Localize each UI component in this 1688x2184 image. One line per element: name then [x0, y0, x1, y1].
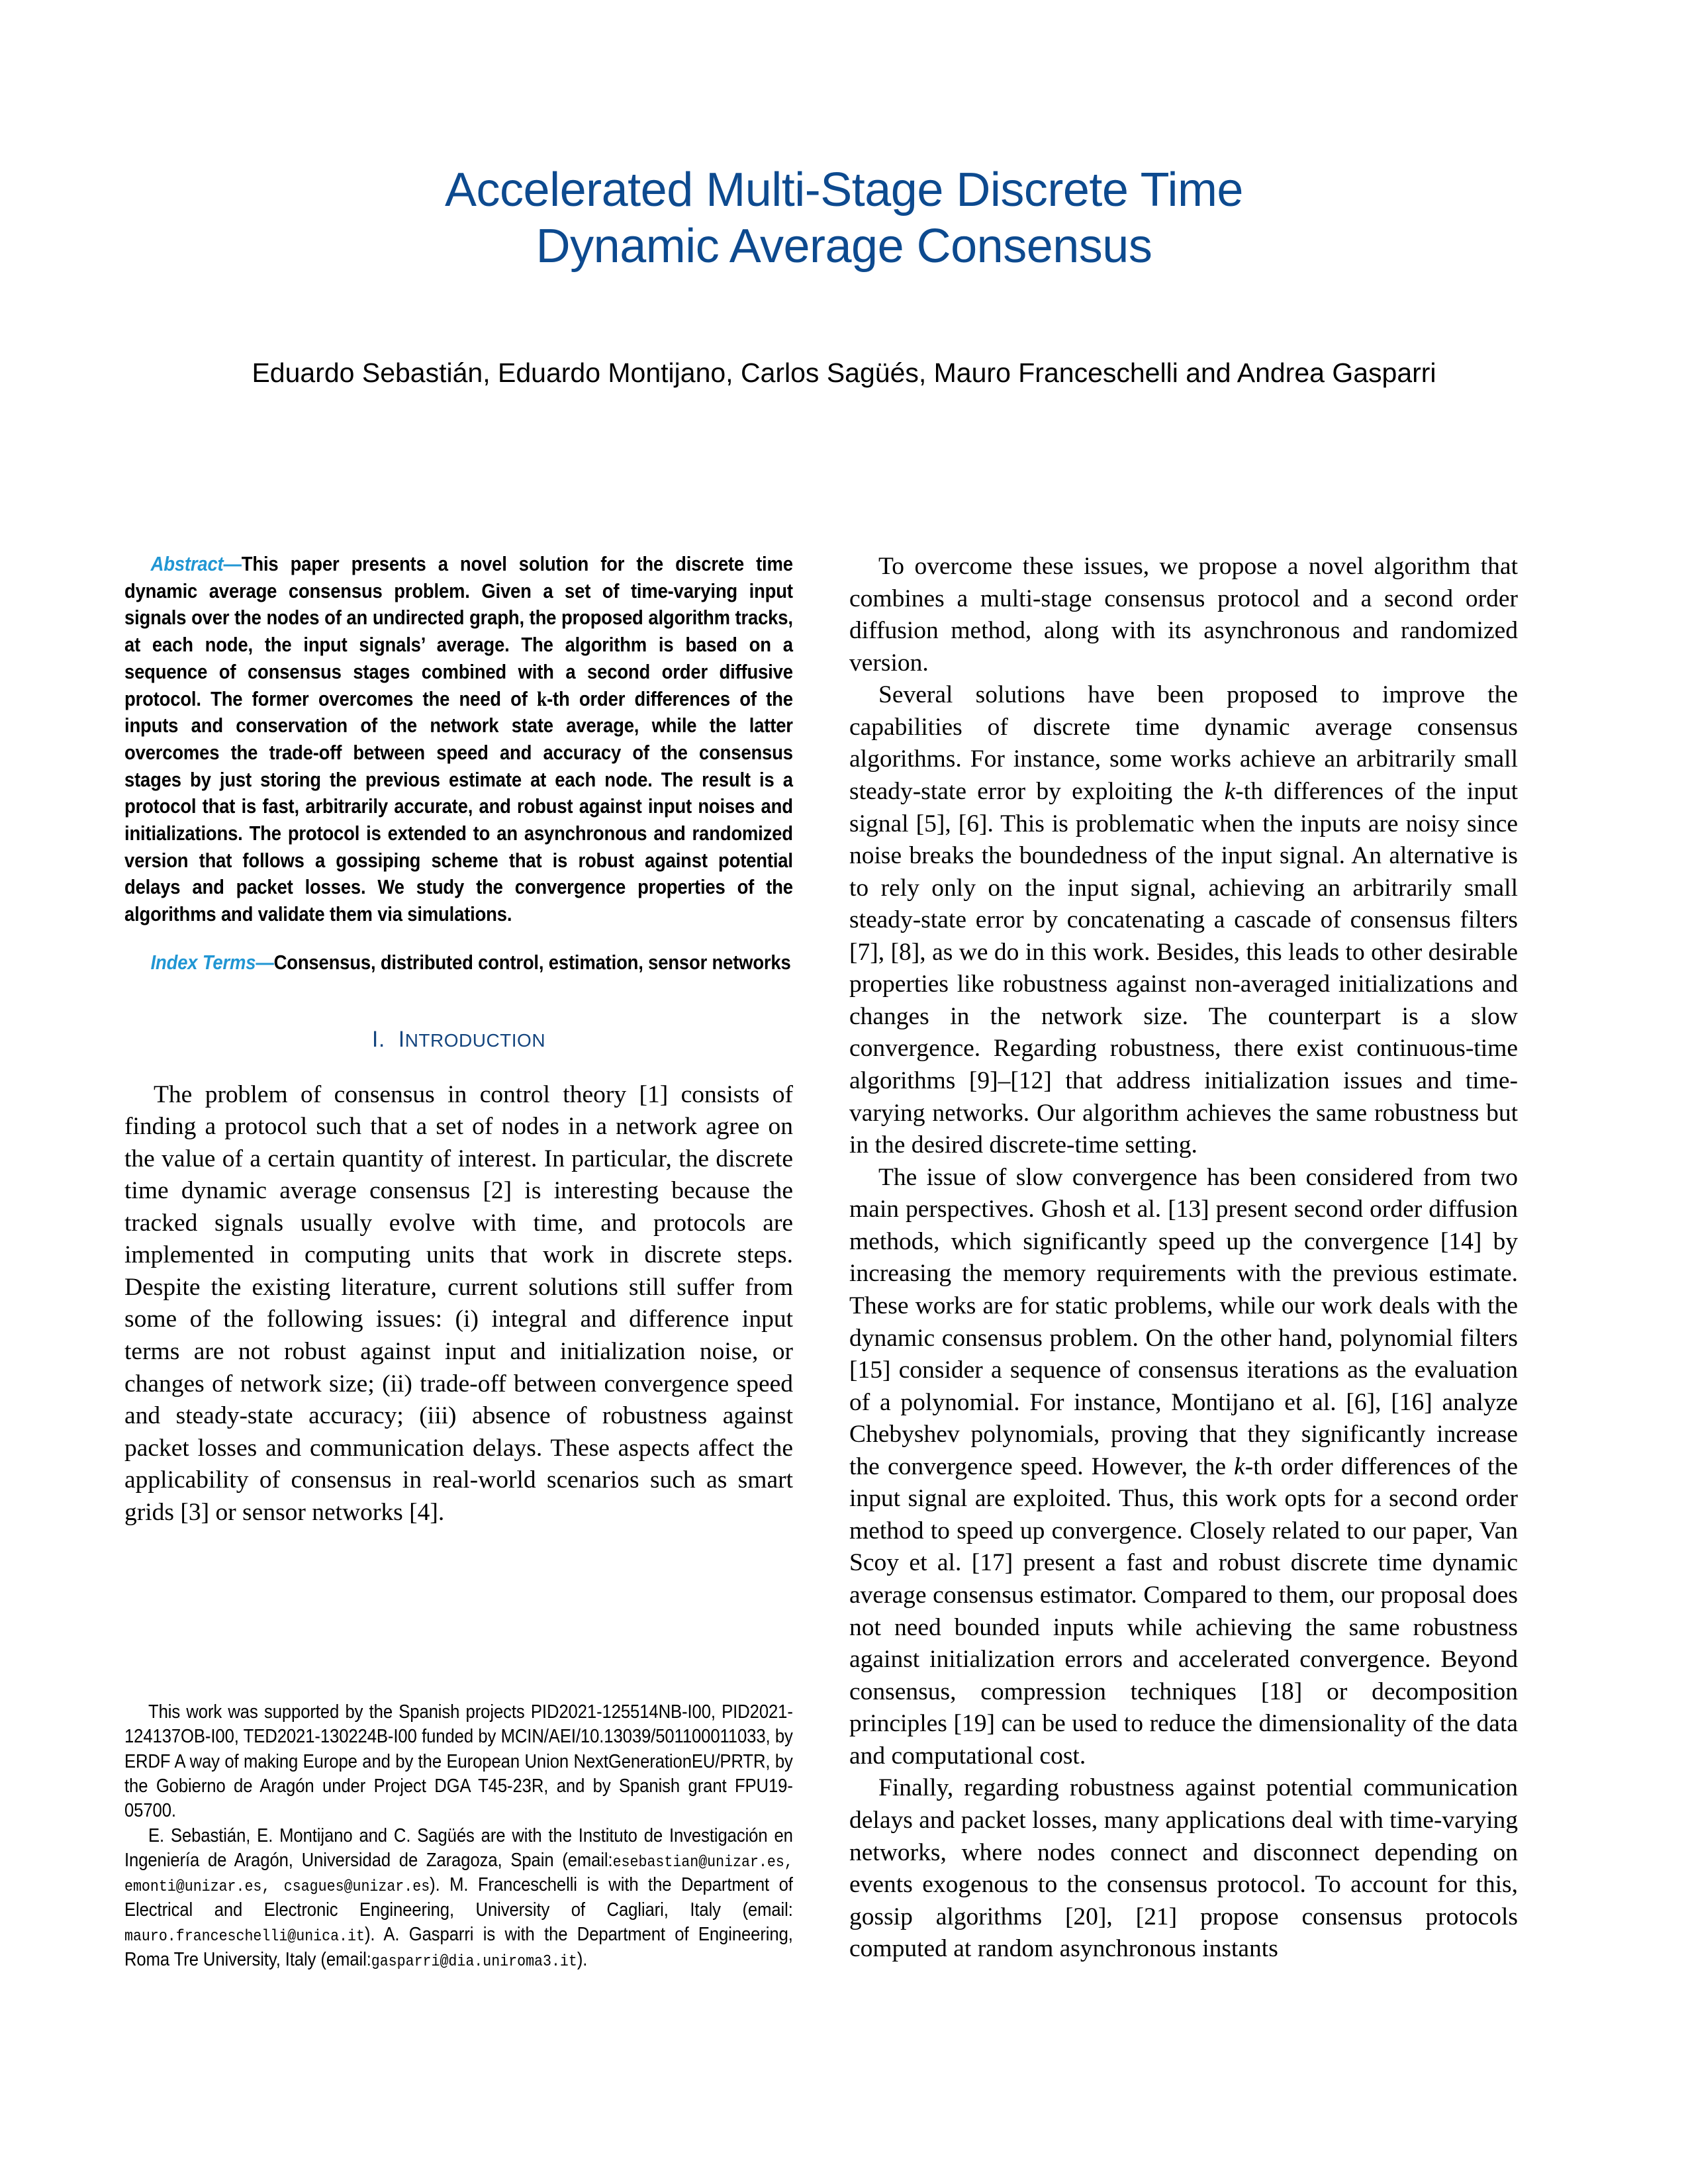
paragraph: The issue of slow convergence has been considered from two main perspectives. Ghosh et al. [13] present second order diffusion methods, which significantly speed up the convergence [14] by increasing the memory requirements with the previous estimate. These works are for static problems, while our work deals with the dynamic consensus problem. On the other hand, polynomial filters [15] consider a sequence of consensus iterations as the evaluation of a polynomial. For instance, Montijano et al. [6], [16] analyze Chebyshev polynomials, proving that they significantly increase the convergence speed. However, the k-th order differences of the input signal are exploited. Thus, this work opts for a second order method to speed up convergence. Closely related to our paper, Van Scoy et al. [17] present a fast and robust discrete time dynamic average consensus estimator. Compared to them, our proposal does not need bounded inputs while achieving the same robustness against initialization errors and accelerated convergence. Beyond consensus, compression techniques [18] or decomposition principles [19] can be used to reduce the dimensionality of the data and computational cost.: [849, 1163, 1518, 1770]
section-number: I.: [371, 1026, 385, 1052]
paragraph: Finally, regarding robustness against potential communication delays and packet losses, many applications deal with time-varying networks, where nodes connect and disconnect depending on events exogenous to the consensus protocol. To account for this, gossip algorithms [20], [21] propose consensus protocols computed at random asynchronous instants: [849, 1774, 1518, 1963]
section-heading-introduction: [124, 1027, 793, 1053]
affiliation-text-4: ).: [577, 1948, 588, 1970]
affiliation-text-3: ). A. Gasparri is with the Department of Engineering, Roma Tre University, Italy (email:: [124, 1924, 793, 1970]
paragraph: The problem of consensus in control theory [1] consists of finding a protocol such that a set of nodes in a network agree on the value of a certain quantity of interest. In particular, the discrete time dynamic average consensus [2] is interesting because the tracked signals usually evolve with time, and protocols are implemented in computing units that work in discrete steps. Despite the existing literature, current solutions still suffer from some of the following issues: (i) integral and difference input terms are not robust against input and initialization noise, or changes of network size; (ii) trade-off between convergence speed and steady-state accuracy; (iii) absence of robustness against packet losses and communication delays. These aspects affect the applicability of consensus in real-world scenarios such as smart grids [3] or sensor networks [4].: [124, 1080, 793, 1526]
index-terms-dash: —: [256, 951, 274, 974]
section-heading-introduction-wrap: [124, 1027, 793, 1053]
paragraph: To overcome these issues, we propose a novel algorithm that combines a multi-stage consensus protocol and a second order diffusion method, along with its asynchronous and randomized version.: [849, 553, 1518, 677]
abstract-label: Abstract: [150, 553, 224, 575]
footnote-funding: This work was supported by the Spanish projects PID2021-125514NB-I00, PID2021-124137OB-I00, TED2021-130224B-I00 funded by MCIN/AEI/10.13039/501100011033, by ERDF A way of making Europe and by the European Union NextGenerationEU/PRTR, by the Gobierno de Aragón under Project DGA T45-23R, and by Spanish grant FPU19-05700.: [124, 1701, 793, 1822]
index-terms-text: Consensus, distributed control, estimation, sensor networks: [273, 951, 791, 974]
abstract-dash: —: [223, 553, 242, 575]
left-column: [124, 551, 793, 1529]
abstract-text-2: -th order differences of the inputs and conservation of the network state average, while the latter overcomes the trade-off between speed and accuracy of the consensus stages by just storing the previous estimate at each node. The result is a protocol that is fast, arbitrarily accurate, and robust against input noises and initializations. The protocol is extended to an asynchronous and randomized version that follows a gossiping scheme that is robust against potential delays and packet losses. We study the convergence properties of the algorithms and validate them via simulations.: [124, 687, 793, 926]
affiliation-text-1: E. Sebastián, E. Montijano and C. Sagüés are with the Instituto de Investigación en Ingeniería de Aragón, Universidad de Zaragoza, Spain (email:: [124, 1825, 793, 1871]
affiliation-text-2: ). M. Franceschelli is with the Department of Electrical and Electronic Engineering, University of Cagliari, Italy (email:: [124, 1874, 793, 1921]
page-title: [122, 162, 1566, 275]
abstract-k-symbol: k: [537, 687, 547, 710]
title-line-1: Accelerated Multi-Stage Discrete Time: [445, 164, 1243, 216]
abstract-paragraph: [124, 551, 793, 928]
abstract-text-1: This paper presents a novel solution for the discrete time dynamic average consensus problem. Given a set of time-varying input signals over the nodes of an undirected graph, the proposed algorithm tracks, at each node, the input signals’ average. The algorithm is based on a sequence of consensus stages combined with a second order diffusive protocol. The former overcomes the need of: [124, 553, 793, 710]
author-list: Eduardo Sebastián, Eduardo Montijano, Carlos Sagüés, Mauro Franceschelli and Andrea Gasparri: [252, 357, 1436, 388]
email-franceschelli: mauro.franceschelli@unica.it: [124, 1928, 365, 1946]
index-terms-paragraph: [124, 949, 793, 976]
paragraph: Several solutions have been proposed to improve the capabilities of discrete time dynamic average consensus algorithms. For instance, some works achieve an arbitrarily small steady-state error by exploiting the k-th differences of the input signal [5], [6]. This is problematic when the inputs are noisy since noise breaks the boundedness of the input signal. An alternative is to rely only on the input signal, achieving an arbitrarily small steady-state error by concatenating a cascade of consensus filters [7], [8], as we do in this work. Besides, this leads to other desirable properties like robustness against non-averaged initializations and changes in the network size. The counterpart is a slow convergence. Regarding robustness, there exist continuous-time algorithms [9]–[12] that address initialization issues and time-varying networks. Our algorithm achieves the same robustness but in the desired discrete-time setting.: [849, 681, 1518, 1159]
section-title-rest: NTRODUCTION: [404, 1029, 546, 1051]
footnote-affiliations: [124, 1824, 793, 1972]
title-block: [122, 162, 1566, 275]
index-terms-label: Index Terms: [150, 951, 256, 974]
email-group-1: esebastian@unizar.es, emonti@unizar.es, csagues@unizar.es: [124, 1853, 793, 1897]
footnote-block: [124, 1700, 793, 1972]
email-gasparri: gasparri@dia.uniroma3.it: [371, 1952, 577, 1971]
right-column: [849, 551, 1518, 1966]
title-line-2: Dynamic Average Consensus: [536, 219, 1152, 273]
section-title-first-letter: I: [398, 1026, 405, 1052]
